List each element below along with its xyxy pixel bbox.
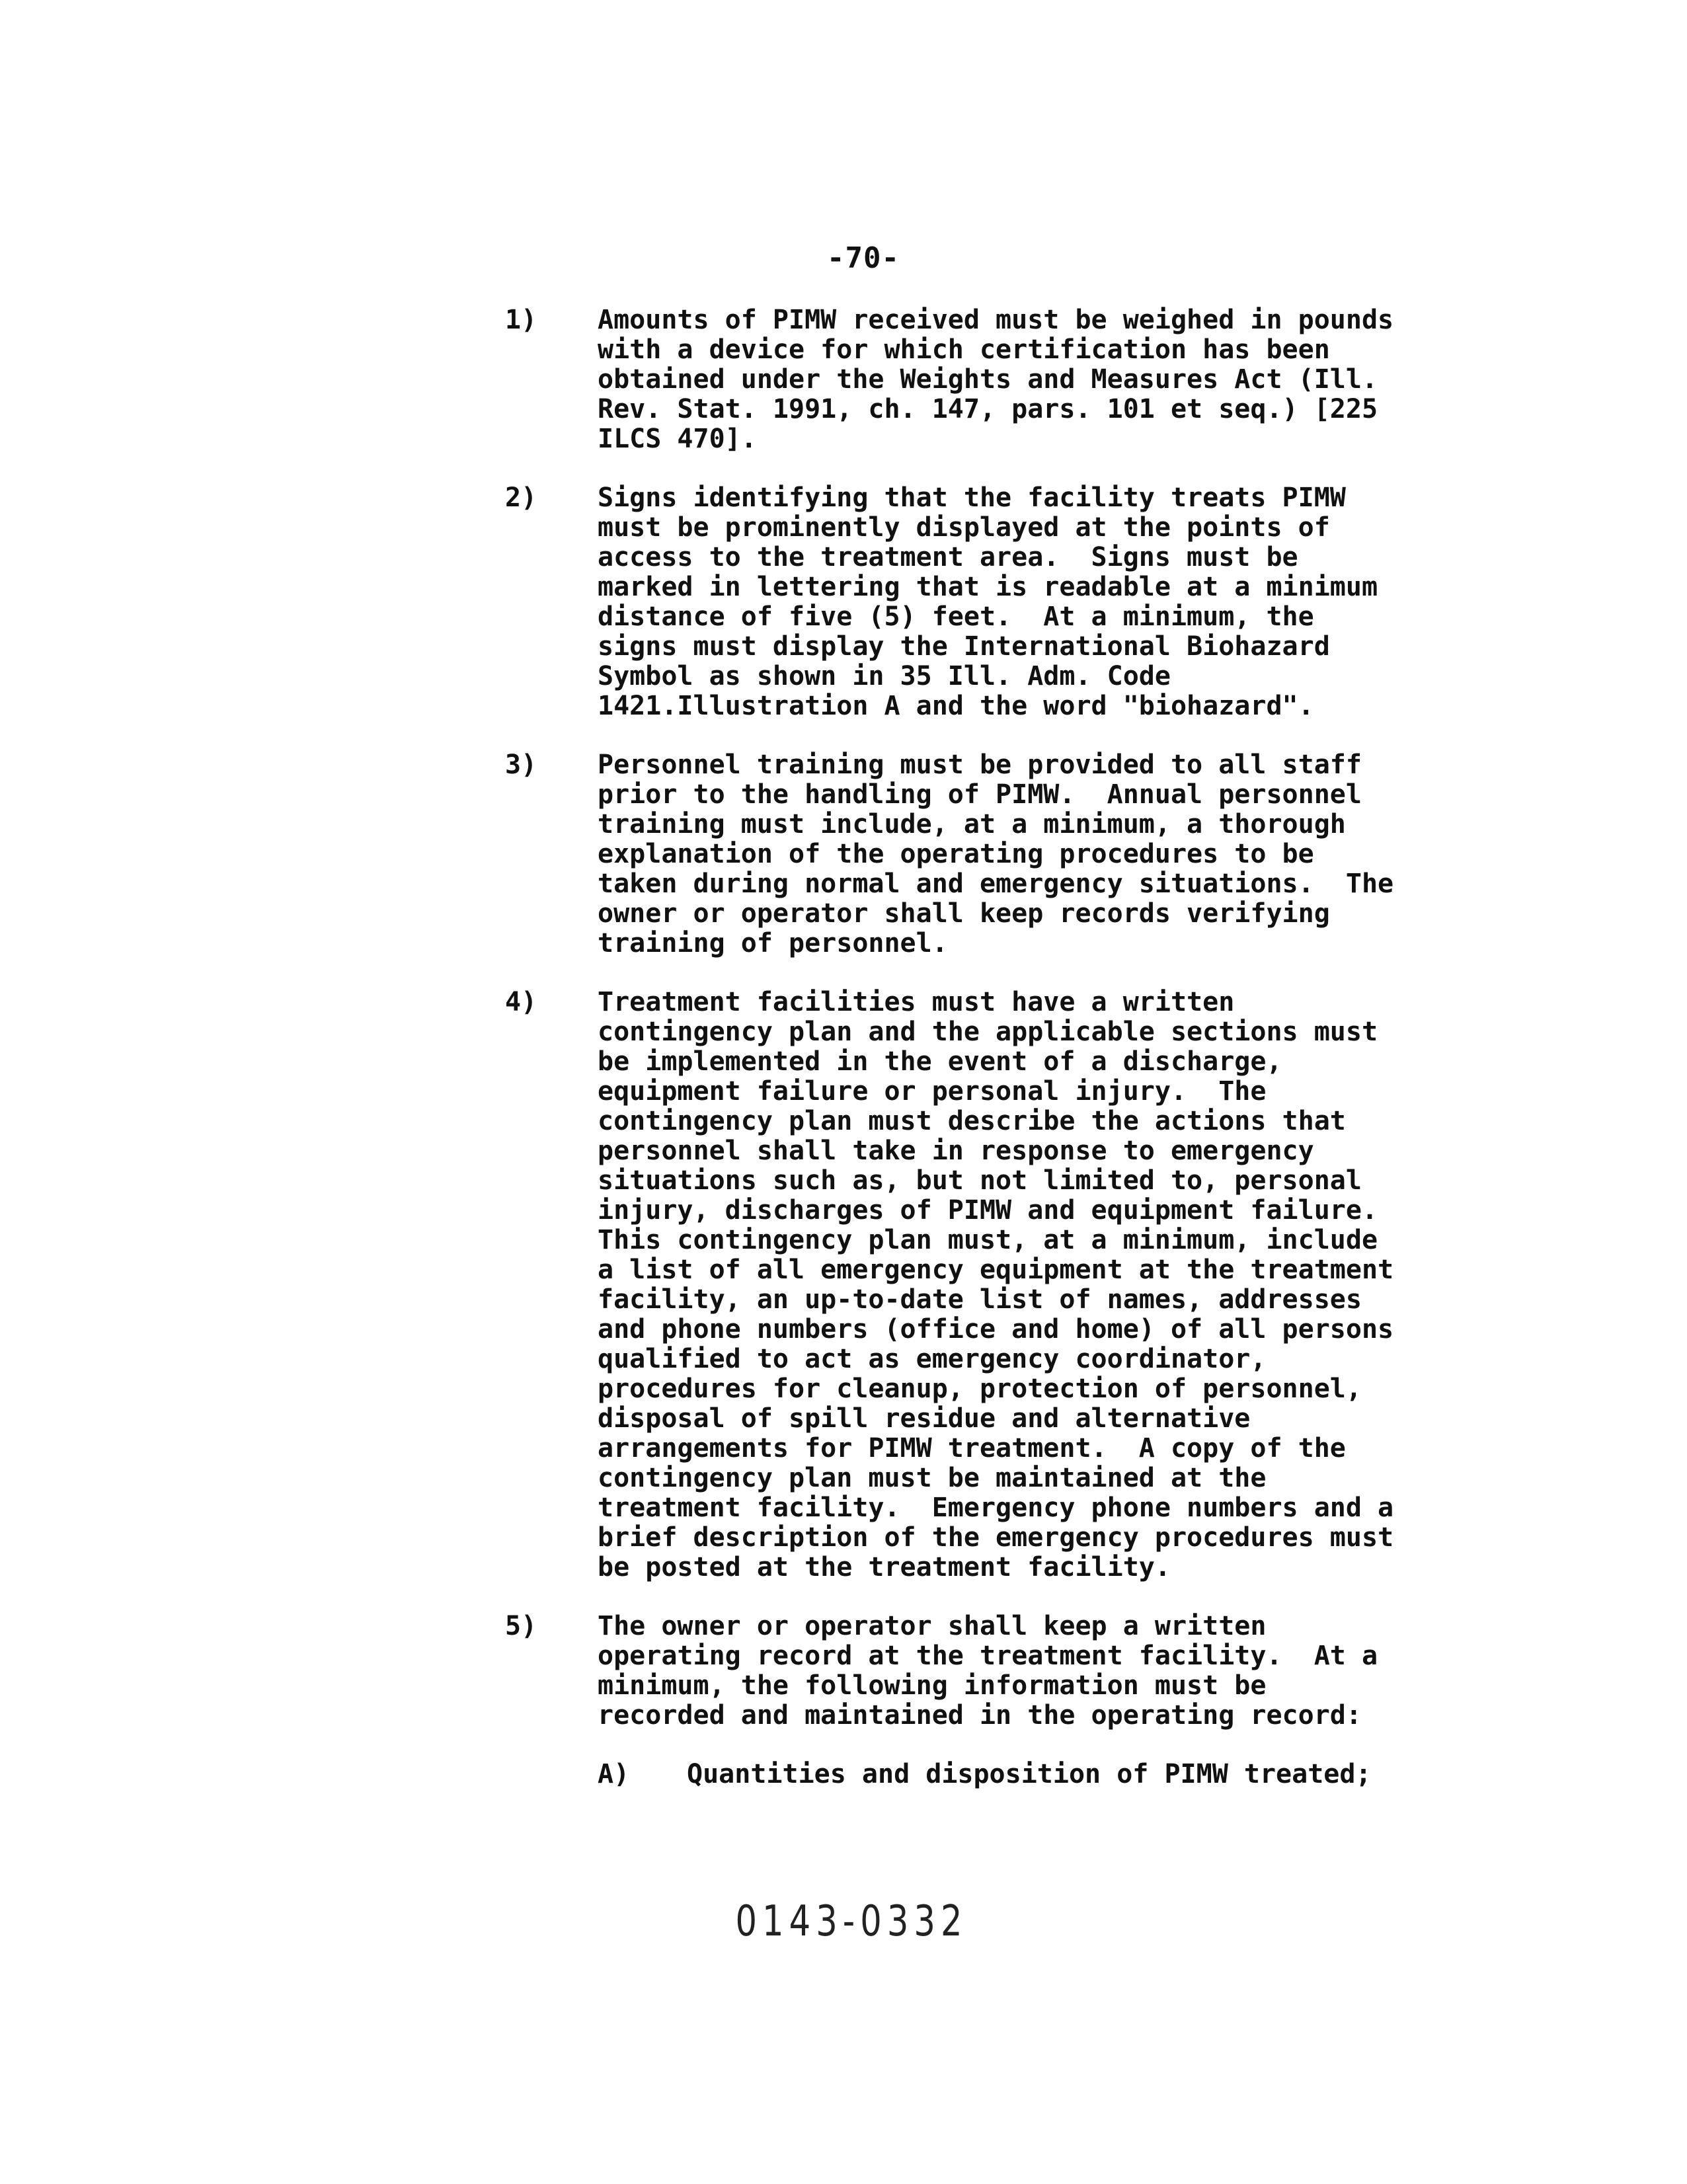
item-number: 4)	[505, 987, 537, 1017]
item-number: 3)	[505, 750, 537, 780]
list-item-2	[505, 483, 1536, 721]
item-text: Signs identifying that the facility treats PIMW must be prominently displayed at the points of access to the treatment area. Signs must be marked in lettering that is readable at a minimum distance of five (5) feet. At a minimum, the signs must display the International Biohazard Symbol as shown in 35 Ill. Adm. Code 1421.Illustration A and the word "biohazard".	[598, 483, 1378, 721]
item-text: Treatment facilities must have a written contingency plan and the applicable sections must be implemented in the event of a discharge, equipment failure or personal injury. The contingency plan must describe the actions that personnel shall take in response to emergency situations such as, but not limited to, personal injury, discharges of PIMW and equipment failure. This contingency plan must, at a minimum, include a list of all emergency equipment at the treatment facility, an up-to-date list of names, addresses and phone numbers (office and home) of all persons qualified to act as emergency coordinator, procedures for cleanup, protection of personnel, disposal of spill residue and alternative arrangements for PIMW treatment. A copy of the contingency plan must be maintained at the treatment facility. Emergency phone numbers and a brief description of the emergency procedures must be posted at the treatment facility.	[598, 987, 1394, 1582]
item-number: 2)	[505, 483, 537, 513]
regulation-list	[505, 305, 1536, 1818]
item-text: Personnel training must be provided to all staff prior to the handling of PIMW. Annual personnel training must include, at a minimum, a thorough explanation of the operating procedures to be taken during normal and emergency situations. The owner or operator shall keep records verifying training of personnel.	[598, 750, 1394, 958]
list-item-5	[505, 1612, 1536, 1789]
sub-item-number: A)	[598, 1759, 630, 1789]
item-text: The owner or operator shall keep a written operating record at the treatment facility. At a minimum, the following information must be recorded and maintained in the operating record:	[598, 1611, 1378, 1731]
page-number: -70-	[827, 241, 900, 275]
item-text: Amounts of PIMW received must be weighed in pounds with a device for which certification has been obtained under the Weights and Measures Act (Ill. Rev. Stat. 1991, ch. 147, pars. 101 et seq.) [225 ILCS 470].	[598, 305, 1394, 454]
document-stamp-number: 0143-0332	[735, 1897, 968, 1946]
list-item-4	[505, 988, 1536, 1582]
item-number: 1)	[505, 305, 537, 335]
list-item-3	[505, 750, 1536, 958]
sub-list-item-a	[598, 1760, 1536, 1789]
list-item-1	[505, 305, 1536, 454]
sub-item-text: Quantities and disposition of PIMW treated;	[687, 1759, 1372, 1789]
item-number: 5)	[505, 1611, 537, 1641]
